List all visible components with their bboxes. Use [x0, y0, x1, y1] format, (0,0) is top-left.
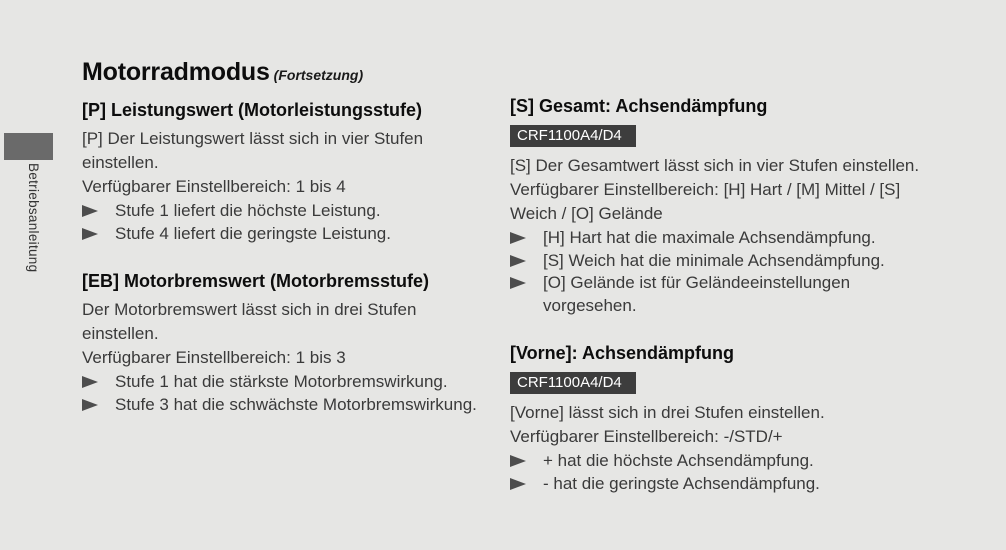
bullet-arrow-icon: [82, 205, 98, 217]
section-range-line: Verfügbarer Einstellbereich: 1 bis 4: [82, 177, 346, 196]
bullet-text: - hat die geringste Achsendämpfung.: [543, 473, 820, 493]
bullet-text: [O] Gelände ist für Geländeeinstellungen vorgesehen.: [543, 273, 851, 315]
section-power-level: [82, 99, 482, 245]
bullet-item: [510, 473, 925, 496]
bullet-text: Stufe 1 liefert die höchste Leistung.: [115, 201, 381, 220]
bullet-item: [510, 450, 925, 473]
section-body-line: [Vorne] lässt sich in drei Stufen einstellen.: [510, 403, 825, 422]
section-heading: [P] Leistungswert (Motorleistungsstufe): [82, 100, 423, 120]
section-front-damping: [510, 342, 925, 495]
section-body-line: Der Motorbremswert lässt sich in drei Stufen einstellen.: [82, 300, 417, 343]
section-heading: [S] Gesamt: Achsendämpfung: [510, 96, 768, 116]
bullet-arrow-icon: [510, 478, 526, 490]
section-overall-damping: [510, 95, 925, 317]
bullet-item: [82, 371, 482, 394]
right-column: [510, 95, 925, 495]
bullet-text: [H] Hart hat die maximale Achsendämpfung.: [543, 228, 876, 247]
page-title: [82, 57, 482, 90]
bullet-item: [510, 272, 925, 317]
bullet-arrow-icon: [510, 277, 526, 289]
bullet-text: + hat die höchste Achsendämpfung.: [543, 451, 814, 470]
model-badge: CRF1100A4/D4: [510, 125, 636, 147]
section-range-line: Verfügbarer Einstellbereich: [H] Hart / [M] Mittel / [S] Weich / [O] Gelände: [510, 180, 901, 223]
bullet-list: [510, 450, 925, 495]
bullet-arrow-icon: [82, 399, 98, 411]
left-column: [82, 57, 482, 416]
bullet-text: Stufe 3 hat die schwächste Motorbremswirkung.: [115, 394, 477, 414]
section-heading: [EB] Motorbremswert (Motorbremsstufe): [82, 271, 430, 291]
bullet-arrow-icon: [510, 455, 526, 467]
chapter-tab: [4, 133, 53, 160]
bullet-list: [510, 227, 925, 317]
sidebar-chapter-label: Betriebsanleitung: [26, 163, 41, 273]
bullet-arrow-icon: [82, 228, 98, 240]
section-engine-brake: [82, 270, 482, 416]
bullet-text: [S] Weich hat die minimale Achsendämpfung.: [543, 250, 885, 270]
page-title-continuation: (Fortsetzung): [273, 67, 364, 83]
bullet-list: [82, 200, 482, 245]
bullet-list: [82, 371, 482, 416]
bullet-item: [82, 200, 482, 223]
bullet-text: Stufe 4 liefert die geringste Leistung.: [115, 223, 391, 243]
bullet-item: [510, 250, 925, 273]
bullet-arrow-icon: [510, 232, 526, 244]
section-body-line: [P] Der Leistungswert lässt sich in vier Stufen einstellen.: [82, 129, 424, 172]
model-badge: CRF1100A4/D4: [510, 372, 636, 394]
section-heading: [Vorne]: Achsendämpfung: [510, 343, 734, 363]
bullet-arrow-icon: [82, 376, 98, 388]
page-title-text: Motorradmodus: [82, 58, 270, 86]
section-body-line: [S] Der Gesamtwert lässt sich in vier Stufen einstellen.: [510, 156, 920, 175]
bullet-arrow-icon: [510, 255, 526, 267]
section-range-line: Verfügbarer Einstellbereich: 1 bis 3: [82, 348, 346, 367]
bullet-item: [510, 227, 925, 250]
section-range-line: Verfügbarer Einstellbereich: -/STD/+: [510, 427, 783, 446]
bullet-item: [82, 223, 482, 246]
bullet-text: Stufe 1 hat die stärkste Motorbremswirkung.: [115, 372, 448, 391]
bullet-item: [82, 394, 482, 417]
